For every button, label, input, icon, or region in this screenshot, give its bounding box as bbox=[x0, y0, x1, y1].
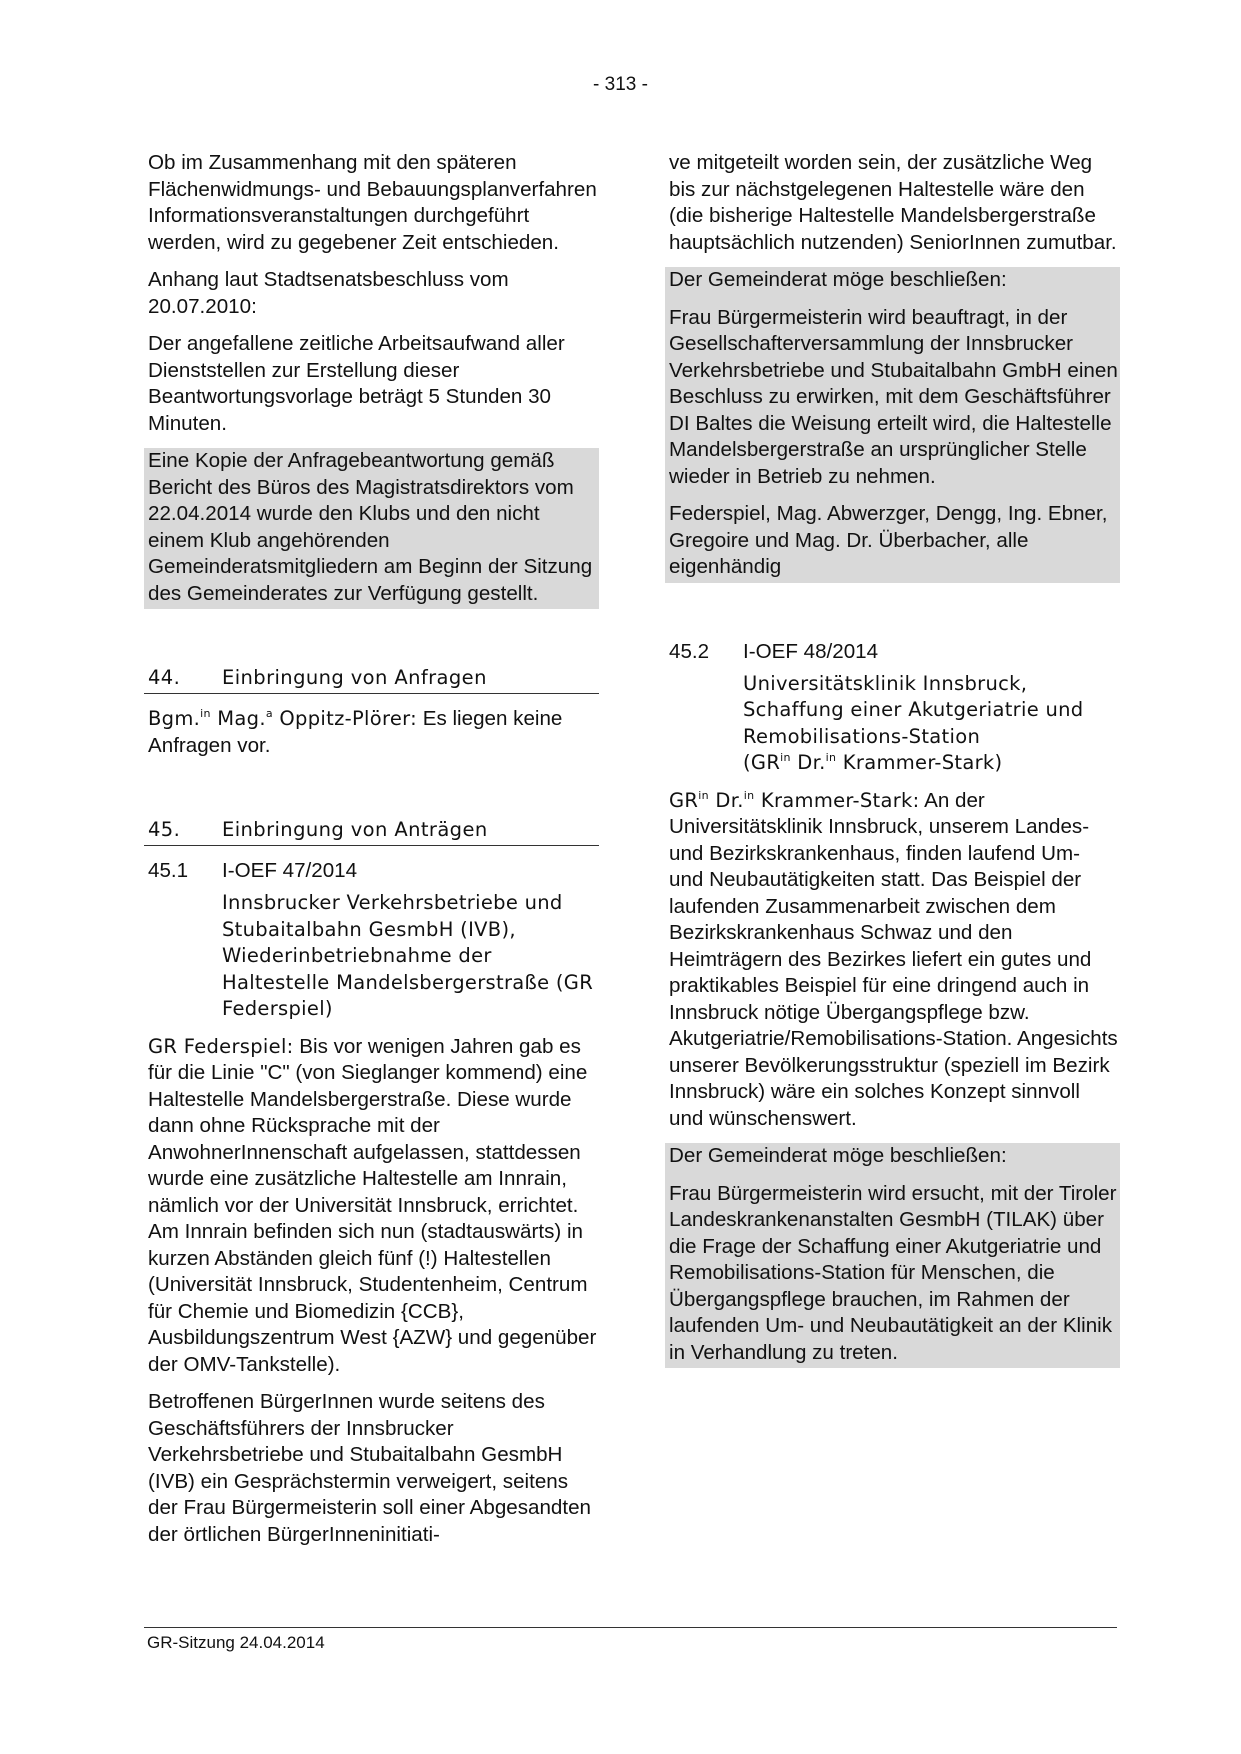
paragraph: ve mitgeteilt worden sein, der zusätzliche Weg bis zur nächstgelegenen Haltestelle wäre den (die bisherige Haltestelle Mandelsbergerstraße hauptsächlich nutzenden) SeniorInnen zumutbar. bbox=[669, 151, 1117, 254]
section-number: 44. bbox=[148, 666, 181, 689]
paragraph: Ob im Zusammenhang mit den späteren Flächenwidmungs- und Bebauungsplanverfahren Informationsveranstaltungen durchgeführt werden, wird zu gegebener Zeit entschieden. bbox=[148, 151, 597, 254]
speaker-text: Bis vor wenigen Jahren gab es für die Linie "C" (von Sieglanger kommend) eine Haltestelle Mandelsbergerstraße. Diese wurde dann ohne Rücksprache mit der AnwohnerInnenschaft aufgelassen, stattdessen wurde eine zusätzliche Haltestelle am Innrain, nämlich vor der Universität Innsbruck, errichtet. Am Innrain befinden sich nun (stadtauswärts) in kurzen Abständen gleich fünf (!) Haltestellen (Universität Innsbruck, Studentenheim, Centrum für Chemie und Biomedizin {CCB}, Ausbildungszentrum West {AZW} und gegenüber der OMV-Tankstelle). bbox=[148, 1034, 597, 1376]
subsection-number: 45.1 bbox=[148, 859, 189, 882]
paragraph: Der angefallene zeitliche Arbeitsaufwand aller Dienststellen zur Erstellung dieser Beantwortungsvorlage beträgt 5 Stunden 30 Minuten. bbox=[148, 332, 565, 435]
speaker-name: $GR^{in}$ Dr.$^{in}$ Krammer-Stark: bbox=[669, 788, 920, 812]
speaker-paragraph bbox=[148, 706, 599, 759]
motion-text: Frau Bürgermeisterin wird beauftragt, in der Gesellschafterversammlung der Innsbrucker Verkehrsbetriebe und Stubaitalbahn GmbH einen Beschluss zu erwirken, mit dem Geschäftsführer DI Baltes die Weisung erteilt wird, die Haltestelle Mandelsbergerstraße an ursprünglicher Stelle wieder in Betrieb zu nehmen. bbox=[669, 305, 1118, 488]
paragraph: Betroffenen BürgerInnen wurde seitens des Geschäftsführers der Innsbrucker Verkehrsbetriebe und Stubaitalbahn GesmbH (IVB) ein Gesprächstermin verweigert, seitens der Frau Bürgermeisterin soll einer Abgesandten der örtlichen BürgerInneninitiati- bbox=[148, 1390, 592, 1546]
subsection-title: Innsbrucker Verkehrsbetriebe und Stubaitalbahn GesmbH (IVB), Wiederinbetriebnahme der Haltestelle Mandelsbergerstraße (GR Federspiel) bbox=[222, 891, 594, 1020]
page-number: - 313 - bbox=[593, 74, 648, 95]
section-heading-44 bbox=[144, 665, 599, 694]
subsection-code: I-OEF 47/2014 bbox=[222, 859, 358, 882]
motion-block bbox=[665, 267, 1120, 583]
section-title: Einbringung von Anfragen bbox=[222, 666, 487, 689]
speaker-text: An der Universitätsklinik Innsbruck, unserem Landes- und Bezirkskrankenhaus, finden laufend Um- und Neubautätigkeiten statt. Das Beispiel der laufenden Zusammenarbeit zwischen dem Bezirkskrankenhaus Schwaz und den Heimträgern des Bezirkes liefert ein gutes und praktikables Beispiel für eine dringend auch in Innsbruck nötige Übergangspflege bzw. Akutgeriatrie/Remobilisations-Station. Angesichts unserer Bevölkerungsstruktur (speziell im Bezirk Innsbruck) wäre ein solches Konzept sinnvoll und wünschenswert. bbox=[669, 788, 1118, 1130]
motion-block bbox=[665, 1143, 1120, 1368]
subsection-number: 45.2 bbox=[669, 639, 710, 663]
subsection-45-1 bbox=[144, 858, 599, 884]
signers: Federspiel, Mag. Abwerzger, Dengg, Ing. Ebner, Gregoire und Mag. Dr. Überbacher, alle eigenhändig bbox=[669, 502, 1108, 578]
left-column bbox=[144, 150, 599, 1559]
section-title: Einbringung von Anträgen bbox=[222, 818, 488, 841]
footer-divider bbox=[144, 1627, 1117, 1628]
speaker-text: Es liegen keine Anfragen vor. bbox=[148, 707, 563, 757]
footer-session-label: GR-Sitzung 24.04.2014 bbox=[147, 1633, 325, 1652]
section-heading-45 bbox=[144, 817, 599, 846]
shaded-note: Eine Kopie der Anfragebeantwortung gemäß Bericht des Büros des Magistratsdirektors vom 22.04.2014 wurde den Klubs und den nicht einem Klub angehörenden Gemeinderatsmitgliedern am Beginn der Sitzung des Gemeinderates zur Verfügung gestellt. bbox=[144, 448, 599, 609]
paragraph: Anhang laut Stadtsenatsbeschluss vom 20.07.2010: bbox=[148, 268, 509, 318]
section-number: 45. bbox=[148, 818, 181, 841]
motion-label: Der Gemeinderat möge beschließen: bbox=[669, 1144, 1007, 1167]
right-column bbox=[665, 150, 1120, 1368]
motion-label: Der Gemeinderat möge beschließen: bbox=[669, 268, 1007, 291]
motion-text: Frau Bürgermeisterin wird ersucht, mit der Tiroler Landeskrankenanstalten GesmbH (TILAK) über die Frage der Schaffung einer Akutgeriatrie und Remobilisations-Station für Menschen, die Übergangspflege brauchen, im Rahmen der laufenden Um- und Neubautätigkeit an der Klinik in Verhandlung zu treten. bbox=[669, 1181, 1117, 1364]
subsection-45-2 bbox=[665, 639, 1120, 665]
subsection-title: Universitätsklinik Innsbruck, Schaffung einer Akutgeriatrie und Remobilisations-Station ($GR^{in}$ Dr.$^{in}$ Krammer-Stark) bbox=[743, 671, 1084, 774]
subsection-code: I-OEF 48/2014 bbox=[743, 639, 879, 663]
speaker-paragraph bbox=[669, 788, 1120, 1133]
speaker-name: GR Federspiel: bbox=[148, 1034, 294, 1058]
speaker-paragraph bbox=[148, 1034, 599, 1379]
speaker-name: Bgm.$^{in}$ Mag.$^a$ Oppitz-Plörer: bbox=[148, 707, 417, 730]
